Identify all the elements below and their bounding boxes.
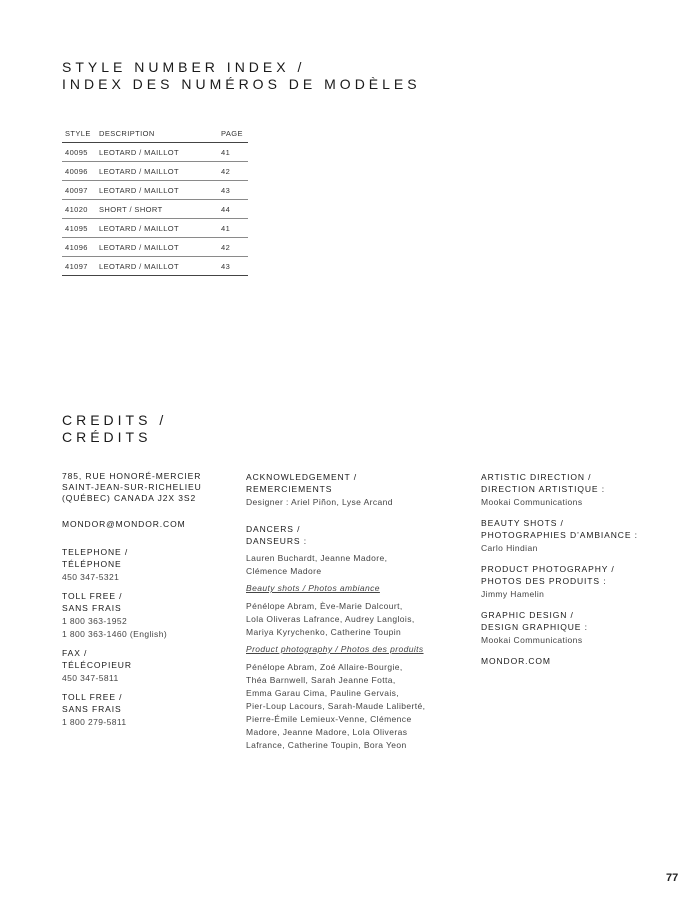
- table-row: [62, 238, 248, 257]
- dancer-names: Lauren Buchardt, Jeanne Madore,: [246, 553, 388, 563]
- fax-heading: FAX /: [62, 648, 88, 658]
- header-style: STYLE: [62, 124, 96, 143]
- tollfree-number: 1 800 363-1460 (English): [62, 629, 168, 639]
- product-photography-heading: PRODUCT PHOTOGRAPHY /: [481, 564, 615, 574]
- header-page: PAGE: [218, 124, 248, 143]
- table-row: [62, 143, 248, 162]
- tollfree-heading: TOLL FREE /: [62, 692, 123, 702]
- credits-title: [62, 412, 167, 446]
- address-line: 785, RUE HONORÉ-MERCIER: [62, 471, 202, 481]
- cell-description: LEOTARD / MAILLOT: [96, 219, 218, 238]
- graphic-design-credit: Mookai Communications: [481, 635, 583, 645]
- address-line: (QUÉBEC) CANADA J2X 3S2: [62, 493, 197, 503]
- fax-block: [62, 647, 232, 685]
- dancer-names: Théa Barnwell, Sarah Jeanne Fotta,: [246, 675, 396, 685]
- graphic-design-block: [481, 609, 681, 647]
- product-photo-dancers-block: [246, 643, 446, 752]
- table-row: [62, 200, 248, 219]
- credits-production-column: [481, 471, 681, 675]
- credits-people-column: [246, 471, 446, 760]
- cell-description: SHORT / SHORT: [96, 200, 218, 219]
- cell-page: 43: [218, 257, 248, 276]
- beauty-shots-block: [481, 517, 681, 555]
- credits-contact-column: [62, 471, 232, 737]
- style-index-table: [62, 124, 248, 276]
- dancer-names: Pier-Loup Lacours, Sarah-Maude Laliberté,: [246, 701, 426, 711]
- cell-style: 40097: [62, 181, 96, 200]
- cell-description: LEOTARD / MAILLOT: [96, 143, 218, 162]
- artistic-direction-block: [481, 471, 681, 509]
- product-photography-credit: Jimmy Hamelin: [481, 589, 545, 599]
- dancer-names: Mariya Kyrychenko, Catherine Toupin: [246, 627, 402, 637]
- graphic-design-heading: DESIGN GRAPHIQUE :: [481, 622, 588, 632]
- artistic-direction-heading: DIRECTION ARTISTIQUE :: [481, 484, 606, 494]
- cell-style: 40096: [62, 162, 96, 181]
- website-link: MONDOR.COM: [481, 656, 551, 666]
- telephone-heading: TÉLÉPHONE: [62, 559, 122, 569]
- acknowledgement-heading: ACKNOWLEDGEMENT /: [246, 472, 358, 482]
- tollfree-number: 1 800 279-5811: [62, 717, 127, 727]
- dancers-heading: DANCERS /: [246, 524, 301, 534]
- cell-style: 41097: [62, 257, 96, 276]
- cell-page: 42: [218, 162, 248, 181]
- cell-page: 41: [218, 143, 248, 162]
- cell-style: 40095: [62, 143, 96, 162]
- cell-style: 41095: [62, 219, 96, 238]
- cell-description: LEOTARD / MAILLOT: [96, 238, 218, 257]
- email-block: [62, 518, 232, 530]
- beauty-shots-subheading: Beauty shots / Photos ambiance: [246, 583, 380, 593]
- tollfree-heading: SANS FRAIS: [62, 704, 122, 714]
- table-header-row: [62, 124, 248, 143]
- product-photography-subheading: Product photography / Photos des produits: [246, 644, 424, 654]
- tollfree-block: [62, 590, 232, 641]
- dancer-names: Pénélope Abram, Ève-Marie Dalcourt,: [246, 601, 403, 611]
- tollfree-block: [62, 691, 232, 729]
- beauty-shots-credit: Carlo Hindian: [481, 543, 538, 553]
- address-block: [62, 471, 232, 504]
- acknowledgement-text: Designer : Ariel Piñon, Lyse Arcand: [246, 497, 393, 507]
- tollfree-number: 1 800 363-1952: [62, 616, 128, 626]
- artistic-direction-heading: ARTISTIC DIRECTION /: [481, 472, 592, 482]
- cell-page: 42: [218, 238, 248, 257]
- beauty-shots-dancers-block: [246, 582, 446, 639]
- beauty-shots-heading: PHOTOGRAPHIES D’AMBIANCE :: [481, 530, 638, 540]
- table-row: [62, 219, 248, 238]
- telephone-heading: TELEPHONE /: [62, 547, 129, 557]
- acknowledgement-heading: REMERCIEMENTS: [246, 484, 333, 494]
- page-number: 77: [666, 872, 679, 884]
- beauty-shots-heading: BEAUTY SHOTS /: [481, 518, 564, 528]
- fax-number: 450 347-5811: [62, 673, 119, 683]
- style-index-title: [62, 59, 421, 93]
- tollfree-heading: SANS FRAIS: [62, 603, 122, 613]
- cell-style: 41020: [62, 200, 96, 219]
- cell-description: LEOTARD / MAILLOT: [96, 257, 218, 276]
- artistic-direction-credit: Mookai Communications: [481, 497, 583, 507]
- dancer-names: Pénélope Abram, Zoé Allaire-Bourgie,: [246, 662, 403, 672]
- table-row: [62, 257, 248, 276]
- dancer-names: Clémence Madore: [246, 566, 322, 576]
- dancer-names: Emma Garau Cima, Pauline Gervais,: [246, 688, 400, 698]
- graphic-design-heading: GRAPHIC DESIGN /: [481, 610, 574, 620]
- telephone-block: [62, 546, 232, 584]
- style-index-title-en: STYLE NUMBER INDEX /: [62, 59, 306, 75]
- credits-title-fr: CRÉDITS: [62, 429, 152, 445]
- credits-title-en: CREDITS /: [62, 412, 168, 428]
- cell-description: LEOTARD / MAILLOT: [96, 181, 218, 200]
- telephone-number: 450 347-5321: [62, 572, 120, 582]
- address-line: SAINT-JEAN-SUR-RICHELIEU: [62, 482, 202, 492]
- product-photography-block: [481, 563, 681, 601]
- dancers-block: [246, 523, 446, 578]
- tollfree-heading: TOLL FREE /: [62, 591, 123, 601]
- table-row: [62, 162, 248, 181]
- style-index-title-fr: INDEX DES NUMÉROS DE MODÈLES: [62, 76, 421, 92]
- dancer-names: Lafrance, Catherine Toupin, Bora Yeon: [246, 740, 407, 750]
- email-address: MONDOR@MONDOR.COM: [62, 519, 186, 529]
- dancer-names: Pierre-Émile Lemieux-Venne, Clémence: [246, 714, 412, 724]
- acknowledgement-block: [246, 471, 446, 509]
- dancer-names: Lola Oliveras Lafrance, Audrey Langlois,: [246, 614, 415, 624]
- cell-style: 41096: [62, 238, 96, 257]
- table-row: [62, 181, 248, 200]
- header-description: DESCRIPTION: [96, 124, 218, 143]
- cell-page: 43: [218, 181, 248, 200]
- cell-description: LEOTARD / MAILLOT: [96, 162, 218, 181]
- website-block: [481, 655, 681, 667]
- dancers-heading: DANSEURS :: [246, 536, 307, 546]
- fax-heading: TÉLÉCOPIEUR: [62, 660, 132, 670]
- cell-page: 44: [218, 200, 248, 219]
- product-photography-heading: PHOTOS DES PRODUITS :: [481, 576, 607, 586]
- dancer-names: Madore, Jeanne Madore, Lola Oliveras: [246, 727, 408, 737]
- cell-page: 41: [218, 219, 248, 238]
